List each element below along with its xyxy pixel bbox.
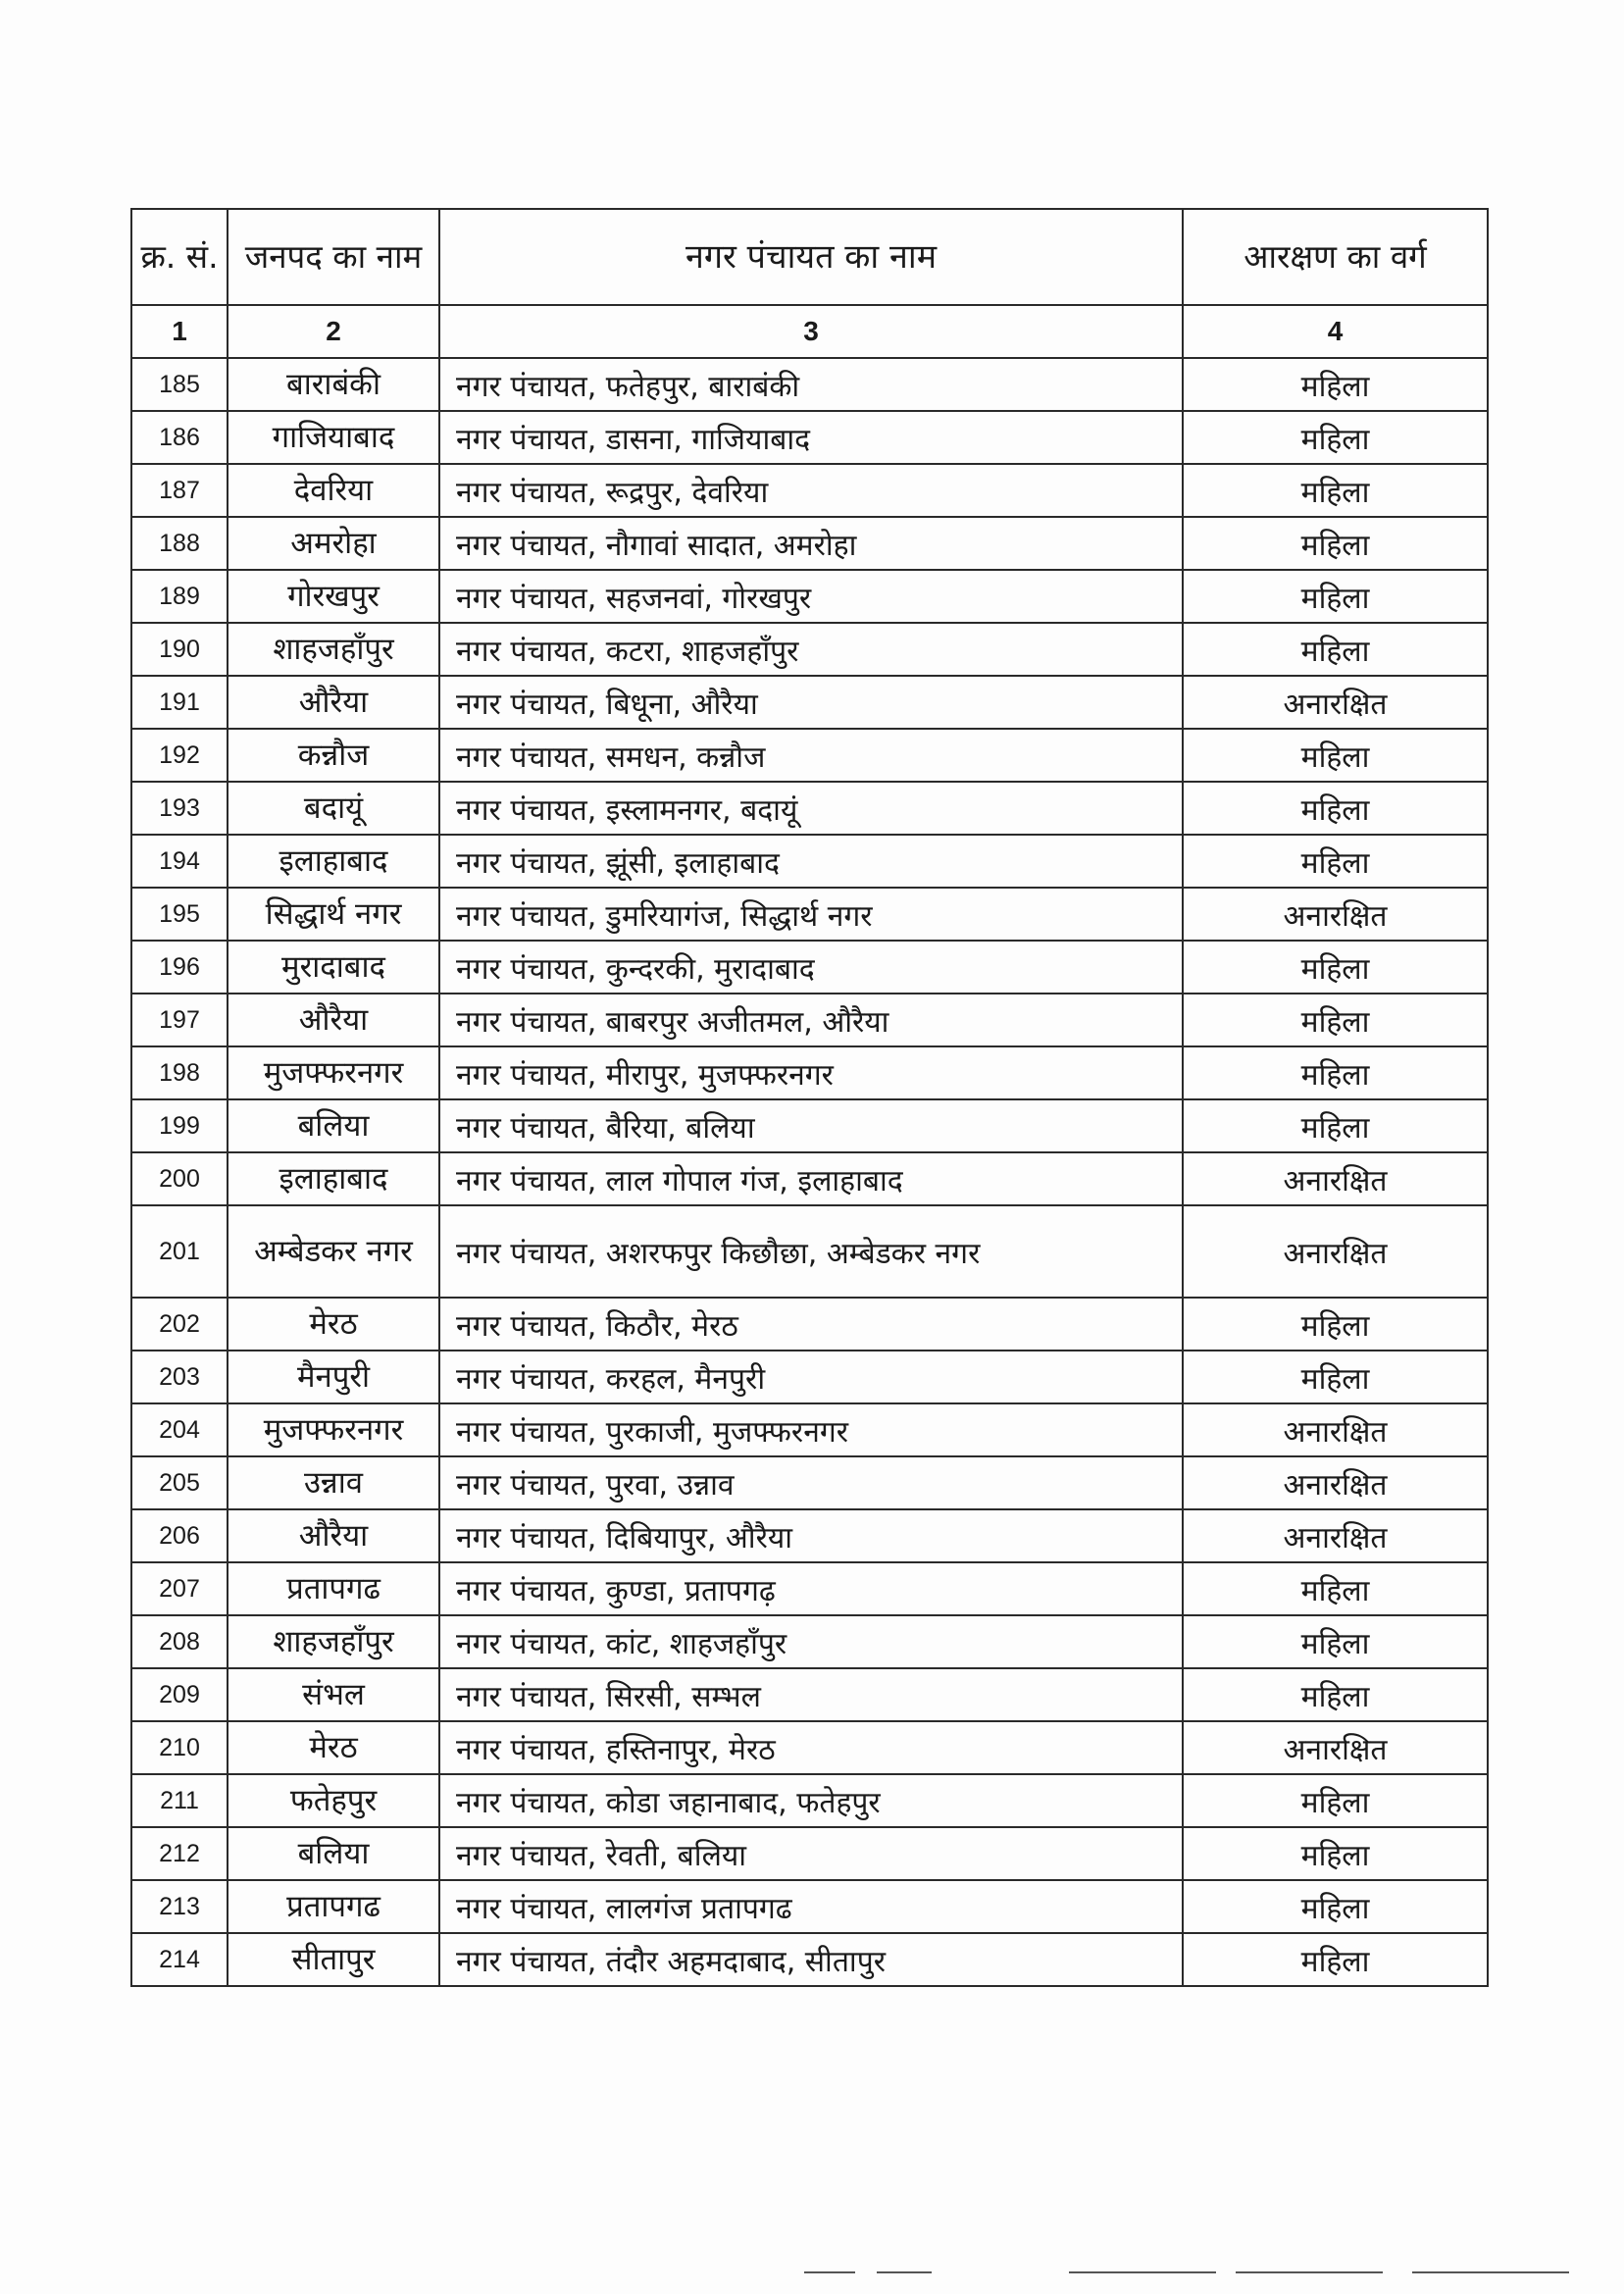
- category-cell: महिला: [1183, 941, 1488, 994]
- nagar-panchayat-cell: नगर पंचायत, रूद्रपुर, देवरिया: [439, 464, 1183, 517]
- nagar-panchayat-cell: नगर पंचायत, पुरवा, उन्नाव: [439, 1456, 1183, 1509]
- nagar-panchayat-cell: नगर पंचायत, नौगावां सादात, अमरोहा: [439, 517, 1183, 570]
- nagar-panchayat-cell: नगर पंचायत, रेवती, बलिया: [439, 1827, 1183, 1880]
- column-number: 2: [228, 305, 439, 358]
- serial-number-cell: 209: [131, 1668, 228, 1721]
- table-row: [131, 782, 1488, 835]
- nagar-panchayat-cell: नगर पंचायत, हस्तिनापुर, मेरठ: [439, 1721, 1183, 1774]
- category-cell: महिला: [1183, 1046, 1488, 1099]
- serial-number-cell: 202: [131, 1298, 228, 1351]
- nagar-panchayat-cell: नगर पंचायत, डासना, गाजियाबाद: [439, 411, 1183, 464]
- serial-number-cell: 206: [131, 1509, 228, 1562]
- district-cell: अमरोहा: [228, 517, 439, 570]
- category-cell: महिला: [1183, 994, 1488, 1046]
- nagar-panchayat-cell: नगर पंचायत, लाल गोपाल गंज, इलाहाबाद: [439, 1152, 1183, 1205]
- nagar-panchayat-cell: नगर पंचायत, करहल, मैनपुरी: [439, 1351, 1183, 1403]
- table-row: [131, 358, 1488, 411]
- table-row: [131, 1456, 1488, 1509]
- serial-number-cell: 213: [131, 1880, 228, 1933]
- serial-number-cell: 199: [131, 1099, 228, 1152]
- district-cell: प्रतापगढ: [228, 1880, 439, 1933]
- nagar-panchayat-cell: नगर पंचायत, बिधूना, औरैया: [439, 676, 1183, 729]
- column-number: 3: [439, 305, 1183, 358]
- serial-number-cell: 195: [131, 888, 228, 941]
- category-cell: महिला: [1183, 517, 1488, 570]
- category-cell: महिला: [1183, 1351, 1488, 1403]
- category-cell: महिला: [1183, 782, 1488, 835]
- serial-number-cell: 210: [131, 1721, 228, 1774]
- nagar-panchayat-cell: नगर पंचायत, फतेहपुर, बाराबंकी: [439, 358, 1183, 411]
- serial-number-cell: 211: [131, 1774, 228, 1827]
- table-row: [131, 1099, 1488, 1152]
- category-cell: महिला: [1183, 1933, 1488, 1986]
- serial-number-cell: 204: [131, 1403, 228, 1456]
- district-cell: गाजियाबाद: [228, 411, 439, 464]
- header-district: जनपद का नाम: [228, 209, 439, 305]
- table-row: [131, 464, 1488, 517]
- table-row: [131, 1403, 1488, 1456]
- nagar-panchayat-cell: नगर पंचायत, कटरा, शाहजहाँपुर: [439, 623, 1183, 676]
- serial-number-cell: 194: [131, 835, 228, 888]
- nagar-panchayat-cell: नगर पंचायत, पुरकाजी, मुजफ्फरनगर: [439, 1403, 1183, 1456]
- table-row: [131, 835, 1488, 888]
- district-cell: शाहजहाँपुर: [228, 1615, 439, 1668]
- serial-number-cell: 188: [131, 517, 228, 570]
- table-row: [131, 1933, 1488, 1986]
- table-row: [131, 1205, 1488, 1298]
- serial-number-cell: 214: [131, 1933, 228, 1986]
- table-row: [131, 676, 1488, 729]
- category-cell: महिला: [1183, 623, 1488, 676]
- category-cell: महिला: [1183, 358, 1488, 411]
- nagar-panchayat-cell: नगर पंचायत, मीरापुर, मुजफ्फरनगर: [439, 1046, 1183, 1099]
- district-cell: प्रतापगढ: [228, 1562, 439, 1615]
- district-cell: मुजफ्फरनगर: [228, 1403, 439, 1456]
- table-row: [131, 570, 1488, 623]
- category-cell: महिला: [1183, 729, 1488, 782]
- column-number: 4: [1183, 305, 1488, 358]
- serial-number-cell: 187: [131, 464, 228, 517]
- category-cell: महिला: [1183, 1774, 1488, 1827]
- reservation-table: [130, 208, 1489, 1987]
- scan-artifact-marks: [804, 2271, 1589, 2277]
- category-cell: महिला: [1183, 1880, 1488, 1933]
- district-cell: उन्नाव: [228, 1456, 439, 1509]
- nagar-panchayat-cell: नगर पंचायत, झूंसी, इलाहाबाद: [439, 835, 1183, 888]
- district-cell: बाराबंकी: [228, 358, 439, 411]
- district-cell: अम्बेडकर नगर: [228, 1205, 439, 1298]
- category-cell: महिला: [1183, 1099, 1488, 1152]
- serial-number-cell: 198: [131, 1046, 228, 1099]
- district-cell: मैनपुरी: [228, 1351, 439, 1403]
- category-cell: अनारक्षित: [1183, 1152, 1488, 1205]
- nagar-panchayat-cell: नगर पंचायत, इस्लामनगर, बदायूं: [439, 782, 1183, 835]
- table-row: [131, 1562, 1488, 1615]
- district-cell: बलिया: [228, 1827, 439, 1880]
- table-row: [131, 729, 1488, 782]
- table-row: [131, 994, 1488, 1046]
- district-cell: देवरिया: [228, 464, 439, 517]
- nagar-panchayat-cell: नगर पंचायत, बैरिया, बलिया: [439, 1099, 1183, 1152]
- category-cell: अनारक्षित: [1183, 1456, 1488, 1509]
- header-nagar-panchayat: नगर पंचायत का नाम: [439, 209, 1183, 305]
- serial-number-cell: 185: [131, 358, 228, 411]
- table-row: [131, 1615, 1488, 1668]
- header-row: [131, 209, 1488, 305]
- category-cell: अनारक्षित: [1183, 888, 1488, 941]
- nagar-panchayat-cell: नगर पंचायत, कोडा जहानाबाद, फतेहपुर: [439, 1774, 1183, 1827]
- table-row: [131, 1774, 1488, 1827]
- district-cell: इलाहाबाद: [228, 1152, 439, 1205]
- district-cell: औरैया: [228, 1509, 439, 1562]
- header-serial: क्र. सं.: [131, 209, 228, 305]
- district-cell: बलिया: [228, 1099, 439, 1152]
- serial-number-cell: 192: [131, 729, 228, 782]
- nagar-panchayat-cell: नगर पंचायत, सिरसी, सम्भल: [439, 1668, 1183, 1721]
- nagar-panchayat-cell: नगर पंचायत, कांट, शाहजहाँपुर: [439, 1615, 1183, 1668]
- nagar-panchayat-cell: नगर पंचायत, दिबियापुर, औरैया: [439, 1509, 1183, 1562]
- serial-number-cell: 205: [131, 1456, 228, 1509]
- district-cell: सिद्धार्थ नगर: [228, 888, 439, 941]
- serial-number-cell: 197: [131, 994, 228, 1046]
- serial-number-cell: 190: [131, 623, 228, 676]
- serial-number-cell: 201: [131, 1205, 228, 1298]
- table-row: [131, 1298, 1488, 1351]
- nagar-panchayat-cell: नगर पंचायत, किठौर, मेरठ: [439, 1298, 1183, 1351]
- table-row: [131, 888, 1488, 941]
- category-cell: महिला: [1183, 411, 1488, 464]
- category-cell: महिला: [1183, 570, 1488, 623]
- district-cell: सीतापुर: [228, 1933, 439, 1986]
- category-cell: महिला: [1183, 1668, 1488, 1721]
- serial-number-cell: 191: [131, 676, 228, 729]
- serial-number-cell: 207: [131, 1562, 228, 1615]
- district-cell: मेरठ: [228, 1721, 439, 1774]
- table-row: [131, 1152, 1488, 1205]
- serial-number-cell: 193: [131, 782, 228, 835]
- table-row: [131, 623, 1488, 676]
- nagar-panchayat-cell: नगर पंचायत, कुण्डा, प्रतापगढ़: [439, 1562, 1183, 1615]
- district-cell: मुजफ्फरनगर: [228, 1046, 439, 1099]
- table-row: [131, 1721, 1488, 1774]
- nagar-panchayat-cell: नगर पंचायत, तंदौर अहमदाबाद, सीतापुर: [439, 1933, 1183, 1986]
- district-cell: कन्नौज: [228, 729, 439, 782]
- nagar-panchayat-cell: नगर पंचायत, बाबरपुर अजीतमल, औरैया: [439, 994, 1183, 1046]
- category-cell: अनारक्षित: [1183, 676, 1488, 729]
- category-cell: महिला: [1183, 1298, 1488, 1351]
- serial-number-cell: 196: [131, 941, 228, 994]
- table-body: [131, 358, 1488, 1986]
- column-number: 1: [131, 305, 228, 358]
- district-cell: इलाहाबाद: [228, 835, 439, 888]
- category-cell: महिला: [1183, 464, 1488, 517]
- district-cell: संभल: [228, 1668, 439, 1721]
- category-cell: अनारक्षित: [1183, 1721, 1488, 1774]
- table-row: [131, 411, 1488, 464]
- serial-number-cell: 212: [131, 1827, 228, 1880]
- district-cell: बदायूं: [228, 782, 439, 835]
- table-row: [131, 1509, 1488, 1562]
- nagar-panchayat-cell: नगर पंचायत, अशरफपुर किछौछा, अम्बेडकर नगर: [439, 1205, 1183, 1298]
- serial-number-cell: 203: [131, 1351, 228, 1403]
- table-row: [131, 1046, 1488, 1099]
- nagar-panchayat-cell: नगर पंचायत, डुमरियागंज, सिद्धार्थ नगर: [439, 888, 1183, 941]
- category-cell: महिला: [1183, 1615, 1488, 1668]
- table-row: [131, 1880, 1488, 1933]
- district-cell: गोरखपुर: [228, 570, 439, 623]
- table-row: [131, 1351, 1488, 1403]
- district-cell: औरैया: [228, 994, 439, 1046]
- serial-number-cell: 208: [131, 1615, 228, 1668]
- nagar-panchayat-cell: नगर पंचायत, सहजनवां, गोरखपुर: [439, 570, 1183, 623]
- district-cell: औरैया: [228, 676, 439, 729]
- table-row: [131, 1668, 1488, 1721]
- district-cell: मुरादाबाद: [228, 941, 439, 994]
- nagar-panchayat-cell: नगर पंचायत, कुन्दरकी, मुरादाबाद: [439, 941, 1183, 994]
- serial-number-cell: 200: [131, 1152, 228, 1205]
- district-cell: फतेहपुर: [228, 1774, 439, 1827]
- nagar-panchayat-cell: नगर पंचायत, लालगंज प्रतापगढ: [439, 1880, 1183, 1933]
- nagar-panchayat-cell: नगर पंचायत, समधन, कन्नौज: [439, 729, 1183, 782]
- header-category: आरक्षण का वर्ग: [1183, 209, 1488, 305]
- district-cell: शाहजहाँपुर: [228, 623, 439, 676]
- category-cell: अनारक्षित: [1183, 1205, 1488, 1298]
- district-cell: मेरठ: [228, 1298, 439, 1351]
- serial-number-cell: 189: [131, 570, 228, 623]
- category-cell: महिला: [1183, 1827, 1488, 1880]
- table-row: [131, 517, 1488, 570]
- column-number-row: [131, 305, 1488, 358]
- serial-number-cell: 186: [131, 411, 228, 464]
- table-row: [131, 941, 1488, 994]
- category-cell: महिला: [1183, 1562, 1488, 1615]
- category-cell: महिला: [1183, 835, 1488, 888]
- table-row: [131, 1827, 1488, 1880]
- category-cell: अनारक्षित: [1183, 1509, 1488, 1562]
- category-cell: अनारक्षित: [1183, 1403, 1488, 1456]
